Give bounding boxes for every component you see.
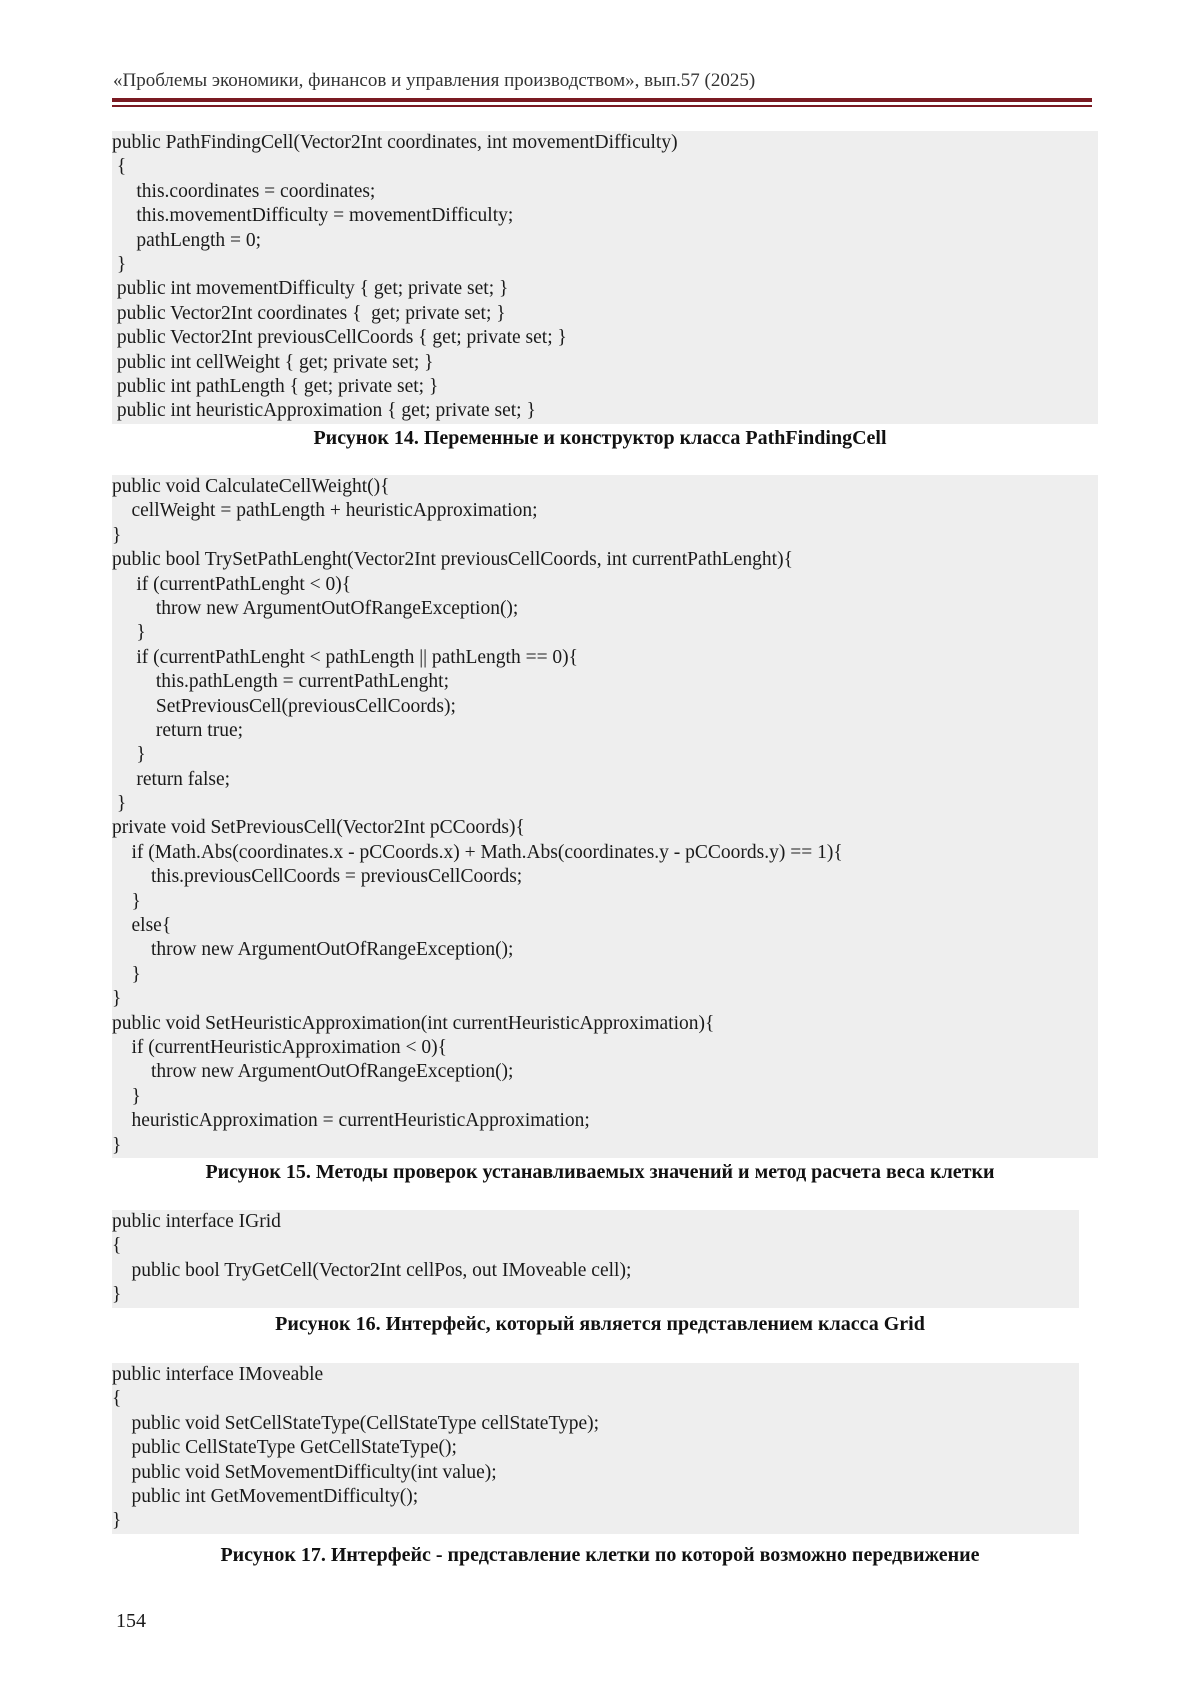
code-line: this.coordinates = coordinates; <box>112 180 376 202</box>
code-line: throw new ArgumentOutOfRangeException(); <box>112 1061 514 1083</box>
code-line: } <box>112 1085 141 1107</box>
code-line: } <box>112 793 127 815</box>
running-header: «Проблемы экономики, финансов и управления производством», вып.57 (2025) <box>113 70 756 91</box>
page-number: 154 <box>116 1610 146 1632</box>
code-line: public void CalculateCellWeight(){ <box>112 476 390 497</box>
code-line: } <box>112 744 146 766</box>
code-line: public void SetHeuristicApproximation(int currentHeuristicApproximation){ <box>112 1012 715 1034</box>
code-line: public int cellWeight { get; private set; } <box>112 351 434 373</box>
code-line: this.pathLength = currentPathLenght; <box>112 671 450 693</box>
code-line: public bool TryGetCell(Vector2Int cellPos, out IMoveable cell); <box>112 1259 632 1281</box>
code-line: if (currentHeuristicApproximation < 0){ <box>112 1036 447 1058</box>
code-line: return false; <box>112 768 231 790</box>
code-line: this.previousCellCoords = previousCellCoords; <box>112 866 523 888</box>
figure-17-caption: Рисунок 17. Интерфейс - представление клетки по которой возможно передвижение <box>220 1544 980 1566</box>
code-line: } <box>112 524 122 546</box>
code-line: public interface IMoveable <box>112 1364 324 1385</box>
code-line: private void SetPreviousCell(Vector2Int pCCoords){ <box>112 817 525 839</box>
code-line: public interface IGrid <box>112 1211 281 1232</box>
code-block-figure-14 <box>112 131 1098 424</box>
code-line: { <box>112 1388 122 1410</box>
code-line: public CellStateType GetCellStateType(); <box>112 1437 457 1459</box>
code-line: public void SetCellStateType(CellStateType cellStateType); <box>112 1412 600 1434</box>
code-line: public void SetMovementDifficulty(int value); <box>112 1461 497 1483</box>
header-rule <box>112 98 1092 102</box>
code-line: heuristicApproximation = currentHeuristicApproximation; <box>112 1110 590 1132</box>
code-line: } <box>112 1284 122 1306</box>
code-line: if (currentPathLenght < 0){ <box>112 573 352 595</box>
code-line: SetPreviousCell(previousCellCoords); <box>112 695 456 717</box>
code-block-figure-15 <box>112 475 1098 1158</box>
code-line: } <box>112 622 146 644</box>
figure-14-caption: Рисунок 14. Переменные и конструктор класса PathFindingCell <box>313 427 887 449</box>
code-line: else{ <box>112 915 172 937</box>
figure-15-caption: Рисунок 15. Методы проверок устанавливаемых значений и метод расчета веса клетки <box>205 1161 995 1183</box>
code-line: { <box>112 156 127 178</box>
code-line: } <box>112 253 127 275</box>
code-line: } <box>112 1510 122 1532</box>
code-block-figure-16 <box>112 1210 1079 1308</box>
code-line: throw new ArgumentOutOfRangeException(); <box>112 597 519 619</box>
code-line: public PathFindingCell(Vector2Int coordinates, int movementDifficulty) <box>112 132 678 153</box>
code-line: if (Math.Abs(coordinates.x - pCCoords.x) + Math.Abs(coordinates.y - pCCoords.y) == 1){ <box>112 841 843 863</box>
code-line: } <box>112 988 122 1010</box>
code-line: public Vector2Int coordinates { get; private set; } <box>112 302 506 324</box>
code-line: { <box>112 1235 122 1257</box>
code-line: cellWeight = pathLength + heuristicApproximation; <box>112 500 538 522</box>
code-block-figure-17 <box>112 1363 1079 1534</box>
code-line: pathLength = 0; <box>112 229 262 251</box>
code-line: public int GetMovementDifficulty(); <box>112 1485 419 1507</box>
code-line: } <box>112 1134 122 1156</box>
figure-16-caption: Рисунок 16. Интерфейс, который является представлением класса Grid <box>275 1313 925 1335</box>
code-line: throw new ArgumentOutOfRangeException(); <box>112 939 514 961</box>
code-line: public Vector2Int previousCellCoords { get; private set; } <box>112 327 567 349</box>
code-line: this.movementDifficulty = movementDifficulty; <box>112 205 514 227</box>
code-line: public int heuristicApproximation { get; private set; } <box>112 400 536 422</box>
code-line: public int movementDifficulty { get; private set; } <box>112 278 509 300</box>
header-rule-thin <box>112 105 1092 107</box>
code-line: if (currentPathLenght < pathLength || pathLength == 0){ <box>112 646 579 668</box>
code-line: public int pathLength { get; private set; } <box>112 375 439 397</box>
code-line: } <box>112 890 141 912</box>
code-line: return true; <box>112 719 244 741</box>
code-line: } <box>112 963 141 985</box>
code-line: public bool TrySetPathLenght(Vector2Int previousCellCoords, int currentPathLenght){ <box>112 549 793 571</box>
